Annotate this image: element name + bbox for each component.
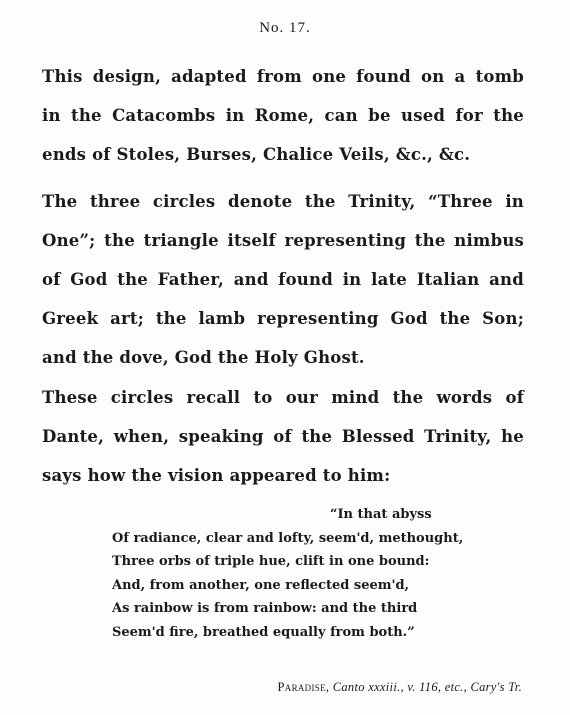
text-line: says how the vision appeared to him: — [42, 466, 391, 485]
text-line: The three circles denote the Trinity, “Three in — [42, 192, 524, 211]
citation-reference: Canto xxxiii., v. 116, etc., Cary's Tr. — [332, 680, 522, 694]
quote-citation — [278, 680, 522, 695]
paragraph-trinity-symbolism — [42, 182, 524, 377]
page-number: No. 17. — [259, 20, 311, 36]
text-line: One”; the triangle itself representing the nimbus — [42, 231, 524, 250]
paragraph-design-description — [42, 57, 524, 174]
text-line: ends of Stoles, Burses, Chalice Veils, &c., &c. — [42, 145, 471, 164]
text-line: Dante, when, speaking of the Blessed Trinity, he — [42, 427, 524, 446]
dante-quotation — [112, 503, 464, 644]
quote-line: Seem'd fire, breathed equally from both.” — [112, 624, 415, 640]
quote-line: “In that abyss — [330, 507, 432, 522]
paragraph-dante-intro — [42, 378, 524, 495]
text-line: in the Catacombs in Rome, can be used for the — [42, 106, 524, 125]
text-line: and the dove, God the Holy Ghost. — [42, 348, 365, 367]
citation-work: Paradise, — [277, 680, 330, 694]
text-line: Greek art; the lamb representing God the Son; — [42, 309, 524, 328]
quote-line: As rainbow is from rainbow: and the third — [112, 601, 418, 616]
quote-line: Of radiance, clear and lofty, seem'd, methought, — [112, 530, 464, 546]
quote-line: Three orbs of triple hue, clift in one bound: — [112, 554, 430, 569]
text-line: These circles recall to our mind the words of — [42, 388, 524, 407]
text-line: This design, adapted from one found on a tomb — [42, 67, 524, 86]
text-line: of God the Father, and found in late Italian and — [42, 270, 524, 289]
quote-line: And, from another, one reflected seem'd, — [112, 577, 410, 593]
